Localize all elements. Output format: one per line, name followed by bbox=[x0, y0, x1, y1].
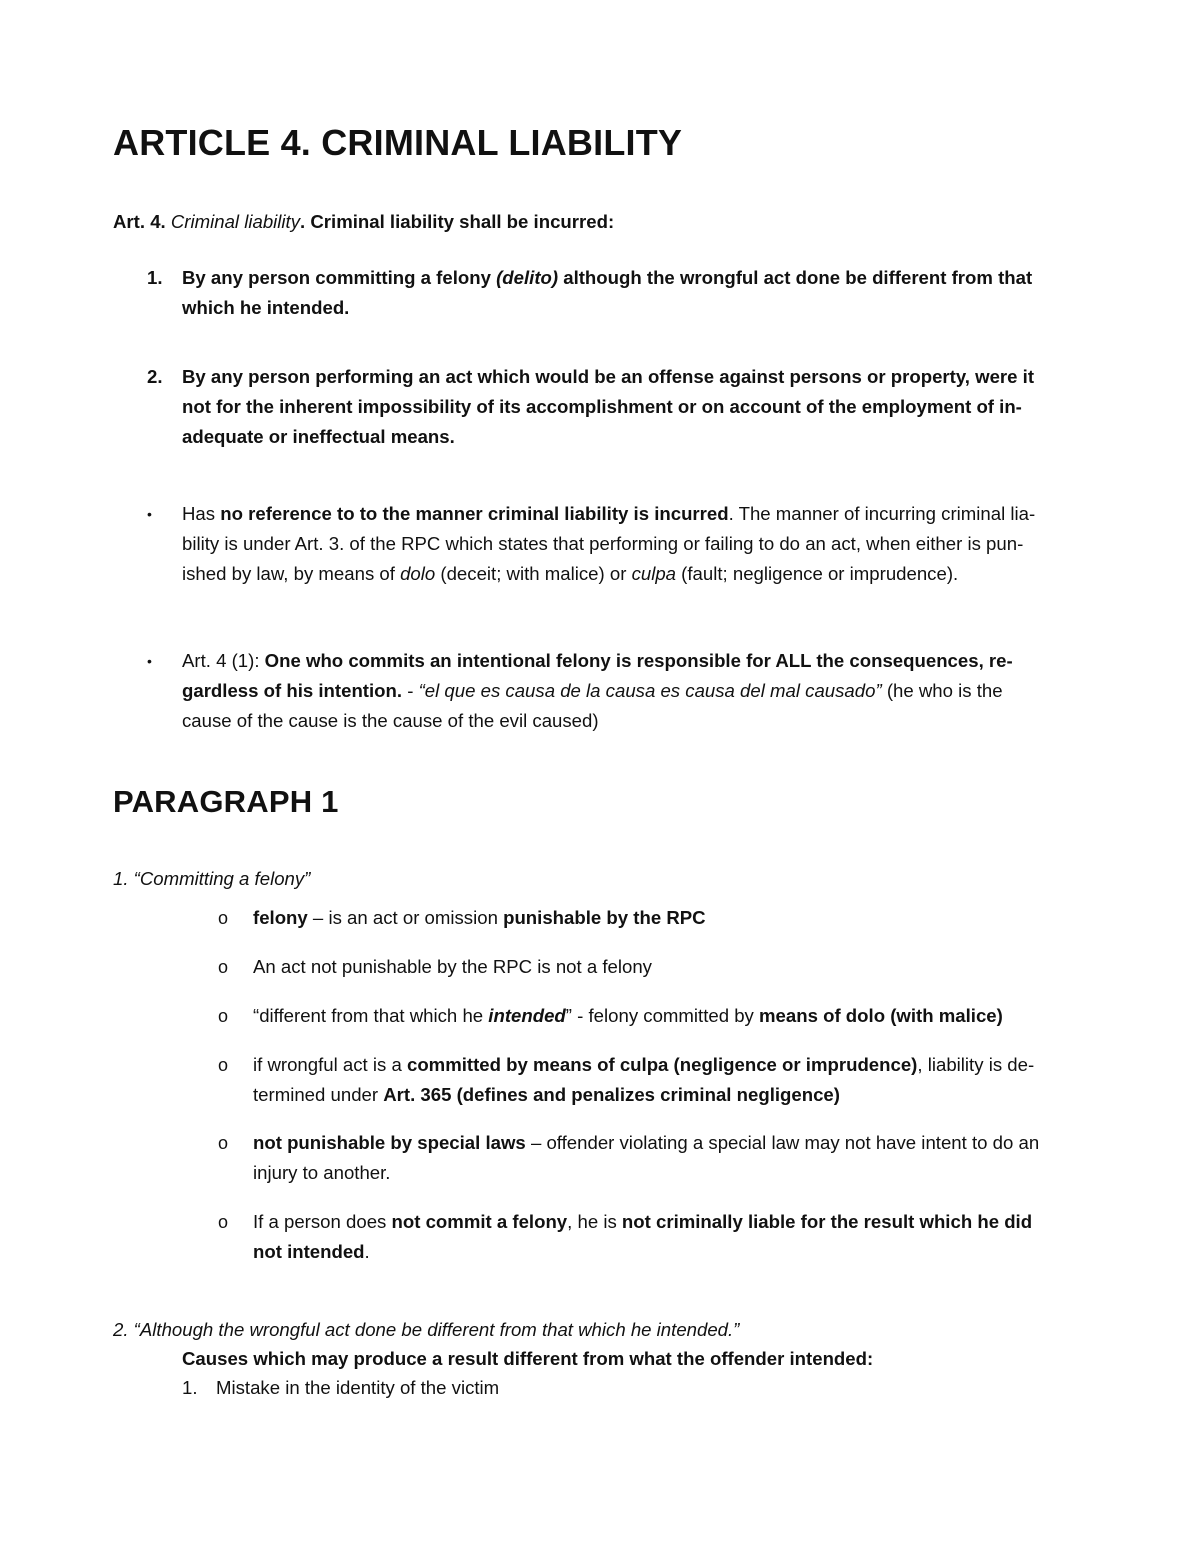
page-title: ARTICLE 4. CRIMINAL LIABILITY bbox=[113, 122, 683, 163]
text: – is an act or omission bbox=[307, 907, 504, 928]
item-number: 1. bbox=[147, 267, 163, 288]
sub-line bbox=[253, 1050, 1103, 1080]
item-line: By any person performing an act which would be an offense against persons or property, were it bbox=[182, 366, 1035, 387]
item-text: By any person committing a felony bbox=[182, 267, 497, 288]
article-italic-title: Criminal liability bbox=[170, 211, 301, 232]
cause-item: Mistake in the identity of the victim bbox=[216, 1377, 500, 1398]
text: if wrongful act is a bbox=[253, 1054, 407, 1075]
item-line: which he intended. bbox=[182, 297, 350, 318]
circle-bullet-icon: o bbox=[218, 957, 229, 977]
text: Art. 4 (1): bbox=[182, 650, 265, 671]
bold-text: not intended bbox=[253, 1241, 365, 1262]
sub-line bbox=[253, 1237, 1103, 1267]
sub-item-6 bbox=[253, 1207, 1103, 1267]
item-line bbox=[182, 263, 1102, 293]
bullet-line: cause of the cause is the cause of the evil caused) bbox=[182, 710, 599, 731]
circle-bullet-icon: o bbox=[218, 1133, 229, 1153]
bold-text: felony bbox=[253, 907, 308, 928]
item-italic: (delito) bbox=[496, 267, 559, 288]
bold-text: committed by means of culpa (negligence or imprudence) bbox=[406, 1054, 918, 1075]
bullet-icon: • bbox=[147, 653, 152, 669]
bold-text: Art. 365 (defines and penalizes criminal negligence) bbox=[383, 1084, 840, 1105]
sub-item-3 bbox=[253, 1001, 1103, 1031]
subheading-2: 2. “Although the wrongful act done be different from that which he intended.” bbox=[113, 1319, 740, 1340]
item-line: adequate or ineffectual means. bbox=[182, 426, 455, 447]
bullet-line: bility is under Art. 3. of the RPC which states that performing or failing to do an act, when either is pun- bbox=[182, 533, 1024, 554]
item-line: not for the inherent impossibility of its accomplishment or on account of the employment of in- bbox=[182, 396, 1022, 417]
item-text: although the wrongful act done be different from that bbox=[558, 267, 1033, 288]
circle-bullet-icon: o bbox=[218, 1006, 229, 1026]
bullet-paragraph-1 bbox=[182, 499, 1102, 589]
numbered-item-1 bbox=[182, 263, 1102, 323]
text: . The manner of incurring criminal lia- bbox=[728, 503, 1036, 524]
text: If a person does bbox=[253, 1211, 392, 1232]
sub-line: injury to another. bbox=[253, 1162, 391, 1183]
text: - bbox=[402, 680, 419, 701]
italic-text: dolo bbox=[400, 563, 436, 584]
italic-text: “el que es causa de la causa es causa del mal causado” bbox=[418, 680, 882, 701]
item-number: 2. bbox=[147, 366, 163, 387]
sub-item-4 bbox=[253, 1050, 1103, 1110]
cause-number: 1. bbox=[182, 1377, 198, 1398]
numbered-item-2 bbox=[182, 362, 1102, 452]
bold-text: means of dolo (with malice) bbox=[759, 1005, 1003, 1026]
sub-line bbox=[253, 1080, 1103, 1110]
text: (deceit; with malice) or bbox=[435, 563, 632, 584]
sub-item-2: An act not punishable by the RPC is not a felony bbox=[253, 956, 652, 977]
article-label: Art. 4. bbox=[113, 211, 166, 232]
section-heading: PARAGRAPH 1 bbox=[113, 784, 339, 819]
bullet-icon: • bbox=[147, 506, 152, 522]
text: ished by law, by means of bbox=[182, 563, 401, 584]
bold-text: gardless of his intention. bbox=[182, 680, 403, 701]
causes-heading: Causes which may produce a result different from what the offender intended: bbox=[182, 1348, 874, 1369]
text: – offender violating a special law may not have intent to do an bbox=[525, 1132, 1040, 1153]
sub-line bbox=[253, 1128, 1103, 1158]
sub-item-1 bbox=[253, 903, 1103, 933]
text: Has bbox=[182, 503, 221, 524]
circle-bullet-icon: o bbox=[218, 1055, 229, 1075]
text: (he who is the bbox=[881, 680, 1003, 701]
bullet-line bbox=[182, 646, 1102, 676]
bold-text: not punishable by special laws bbox=[253, 1132, 526, 1153]
bold-text: not criminally liable for the result which he did bbox=[621, 1211, 1033, 1232]
bullet-paragraph-2 bbox=[182, 646, 1102, 736]
bold-text: One who commits an intentional felony is responsible for ALL the consequences, re- bbox=[264, 650, 1013, 671]
article-intro bbox=[113, 207, 614, 237]
subheading-1: 1. “Committing a felony” bbox=[113, 868, 311, 889]
circle-bullet-icon: o bbox=[218, 1212, 229, 1232]
bullet-line bbox=[182, 676, 1102, 706]
bold-text: not commit a felony bbox=[391, 1211, 568, 1232]
bullet-line bbox=[182, 559, 1102, 589]
bullet-line bbox=[182, 499, 1102, 529]
text: ” - felony committed by bbox=[565, 1005, 760, 1026]
text: , liability is de- bbox=[917, 1054, 1035, 1075]
text: , he is bbox=[567, 1211, 622, 1232]
bold-text: punishable by the RPC bbox=[503, 907, 706, 928]
bold-italic-text: intended bbox=[488, 1005, 566, 1026]
circle-bullet-icon: o bbox=[218, 908, 229, 928]
text: termined under bbox=[253, 1084, 384, 1105]
text: (fault; negligence or imprudence). bbox=[676, 563, 959, 584]
text: “different from that which he bbox=[253, 1005, 489, 1026]
article-intro-rest: . Criminal liability shall be incurred: bbox=[300, 211, 615, 232]
bold-text: no reference to to the manner criminal liability is incurred bbox=[220, 503, 729, 524]
sub-line bbox=[253, 1207, 1103, 1237]
text: . bbox=[364, 1241, 370, 1262]
sub-item-5 bbox=[253, 1128, 1103, 1188]
italic-text: culpa bbox=[631, 563, 677, 584]
